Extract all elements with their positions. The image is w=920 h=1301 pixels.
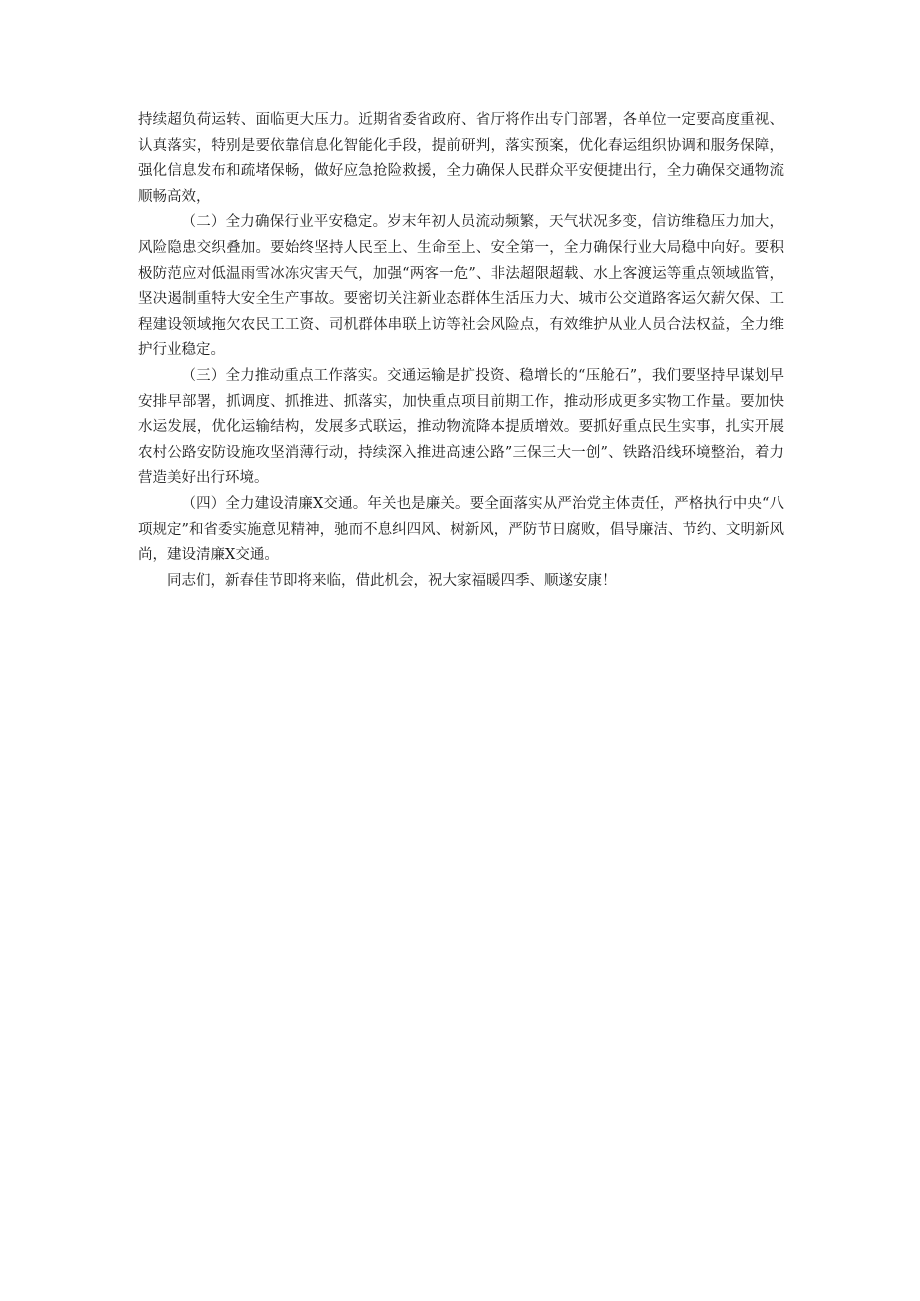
paragraph-section-three: （三）全力推动重点工作落实。交通运输是扩投资、稳增长的“压舱石”，我们要坚持早谋划早安排早部署，抓调度、抓推进、抓落实，加快重点项目前期工作，推动形成更多实物工作量。要加快水运发展，优化运输结构，发展多式联运，推动物流降本提质增效。要抓好重点民生实事，扎实开展农村公路安防设施攻坚消薄行动，持续深入推进高速公路”三保三大一创”、铁路沿线环境整治，着力营造美好出行环境。 xyxy=(138,367,784,487)
paragraph-section-four: （四）全力建设清廉X交通。年关也是廉关。要全面落实从严治党主体责任，严格执行中央“八项规定”和省委实施意见精神，驰而不息纠四风、树新风，严防节日腐败，倡导廉洁、节约、文明新风尚，建设清廉X交通。 xyxy=(138,495,784,564)
paragraph-continuation: 持续超负荷运转、面临更大压力。近期省委省政府、省厅将作出专门部署，各单位一定要高度重视、认真落实，特别是要依靠信息化智能化手段，提前研判，落实预案，优化春运组织协调和服务保障，强化信息发布和疏堵保畅，做好应急抢险救援，全力确保人民群众平安便捷出行，全力确保交通物流顺畅高效， xyxy=(138,112,784,205)
paragraph-closing: 同志们，新春佳节即将来临，借此机会，祝大家福暖四季、顺遂安康！ xyxy=(167,572,617,589)
paragraph-section-two: （二）全力确保行业平安稳定。岁末年初人员流动频繁，天气状况多变，信访维稳压力加大，风险隐患交织叠加。要始终坚持人民至上、生命至上、安全第一，全力确保行业大局稳中向好。要积极防范应对低温雨雪冰冻灾害天气，加强“两客一危”、非法超限超载、水上客渡运等重点领域监管，坚决遏制重特大安全生产事故。要密切关注新业态群体生活压力大、城市公交道路客运欠薪欠保、工程建设领域拖欠农民工工资、司机群体串联上访等社会风险点，有效维护从业人员合法权益，全力维护行业稳定。 xyxy=(138,214,784,359)
document-body xyxy=(138,108,784,594)
